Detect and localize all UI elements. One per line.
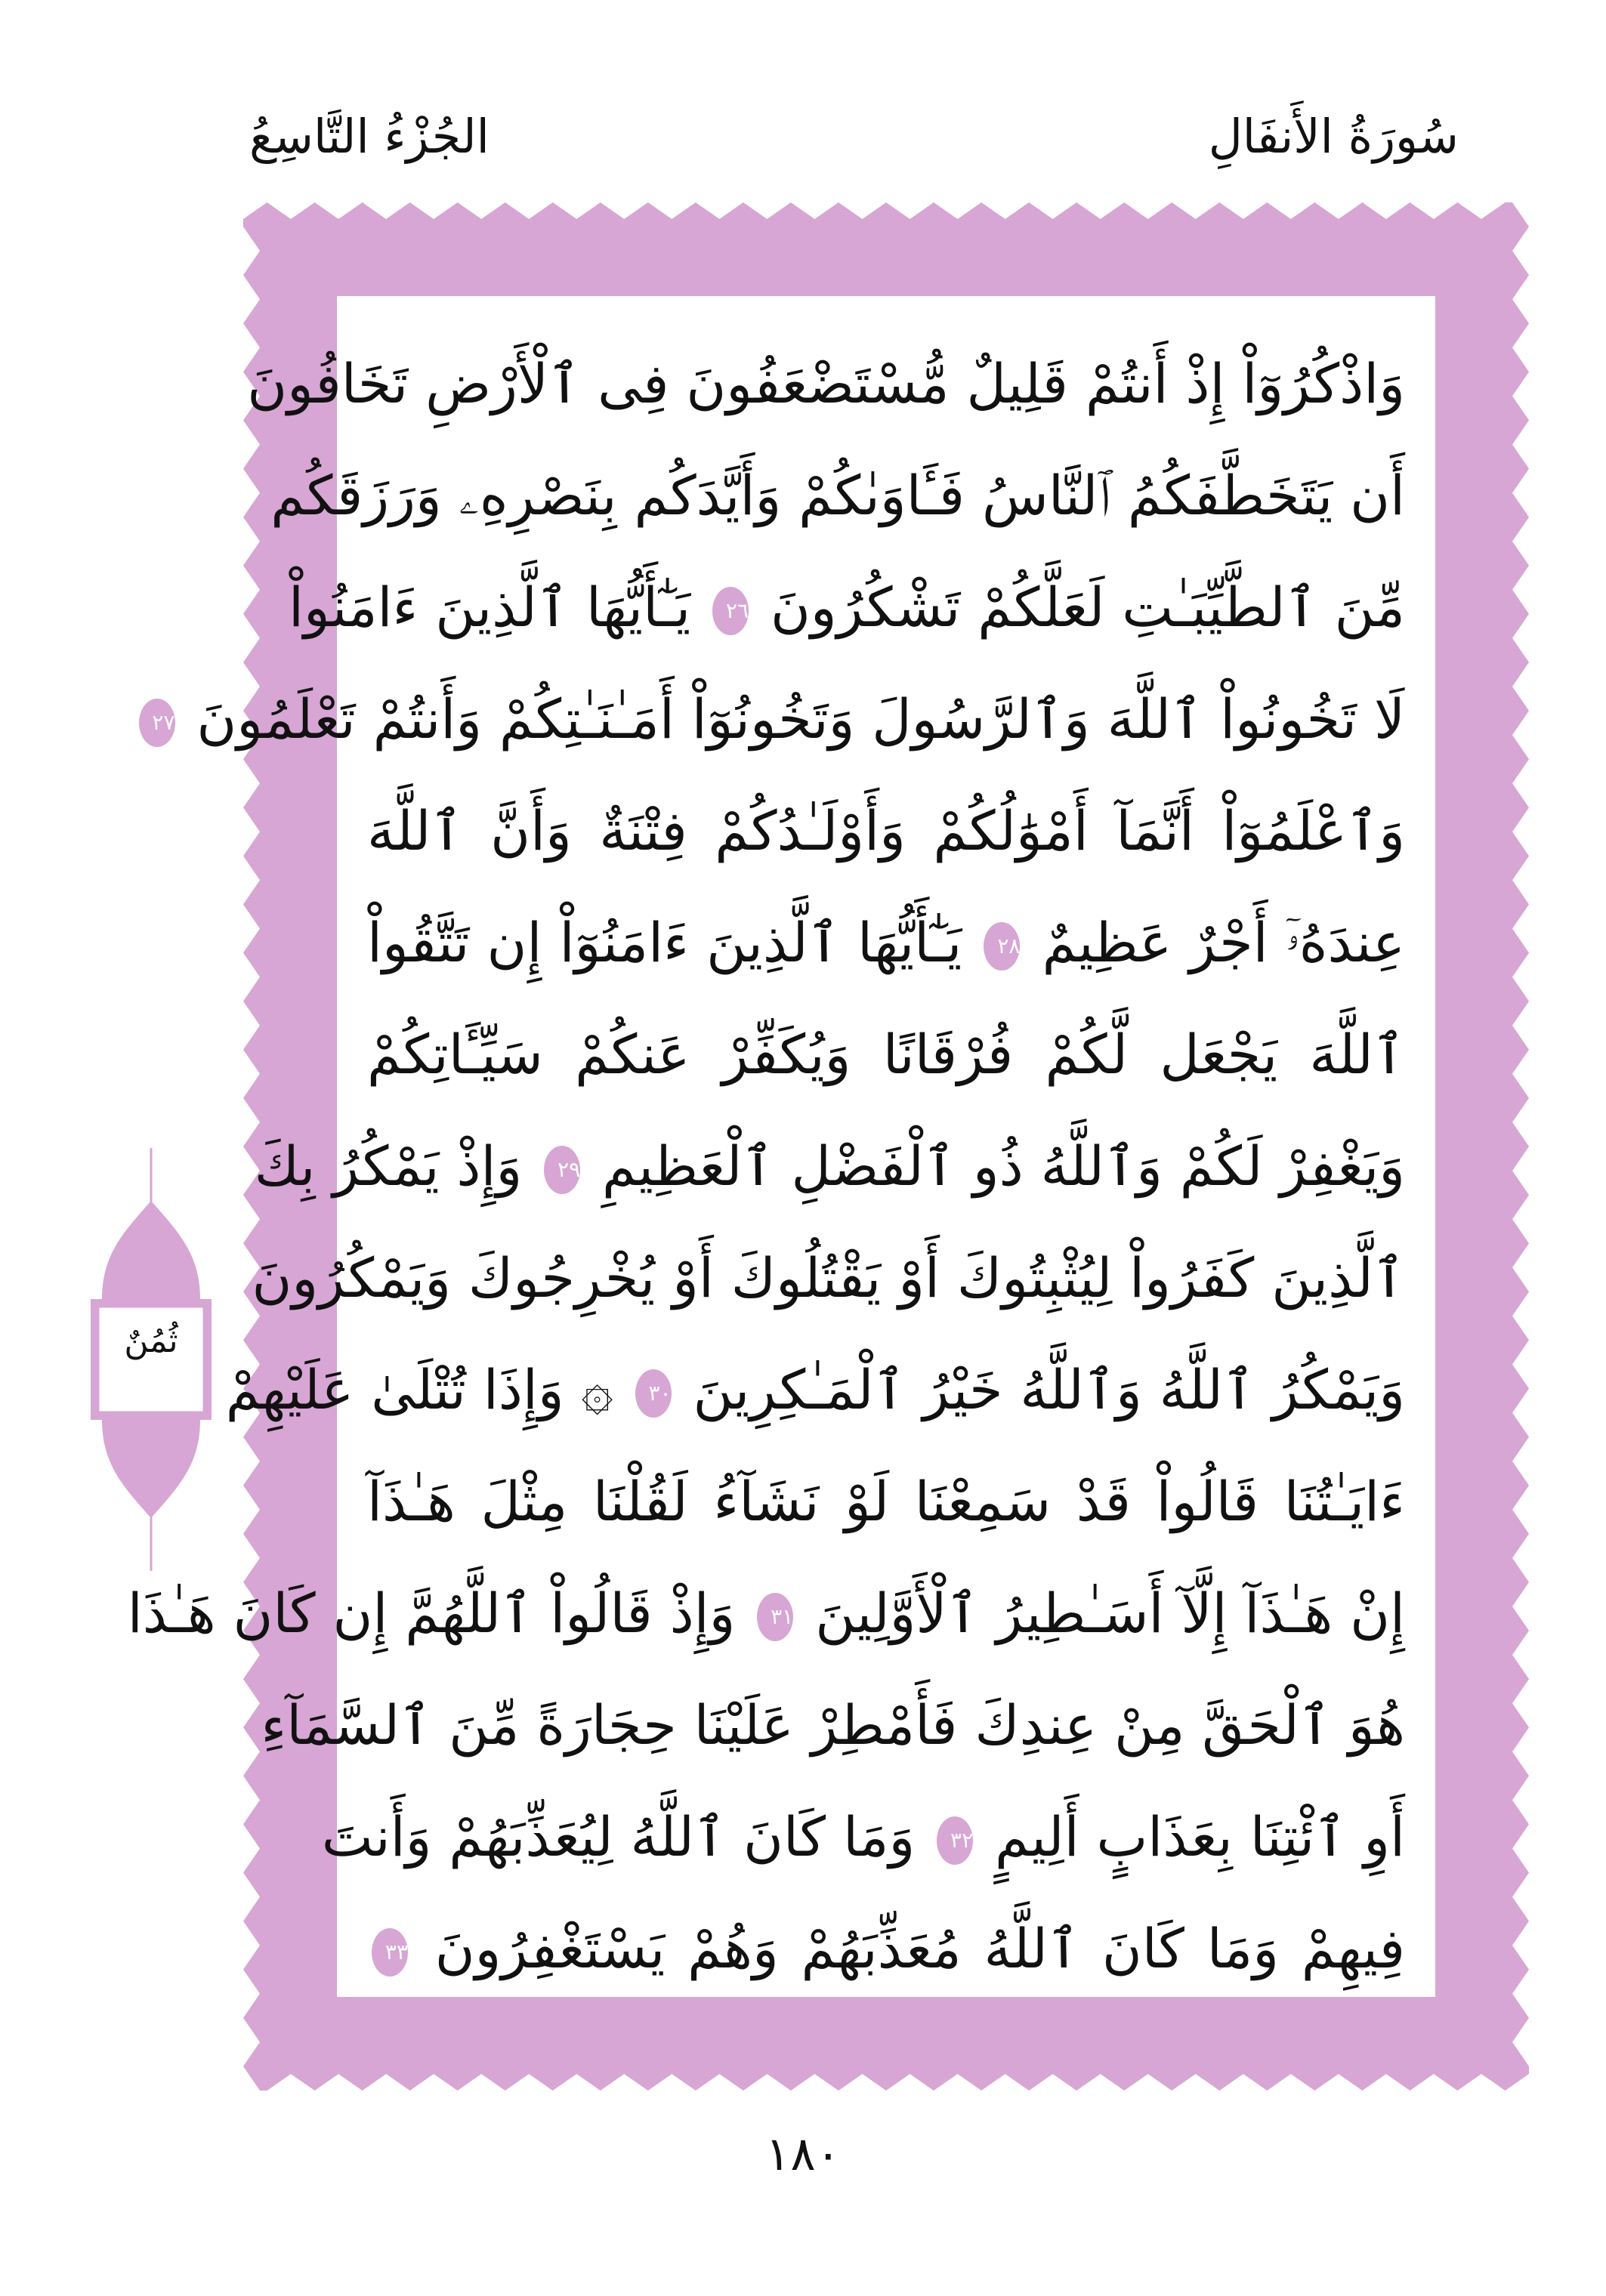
verse-text: وَٱعْلَمُوٓاْ أَنَّمَآ أَمْوَٰلُكُمْ وَأَوْلَـٰدُكُمْ فِتْنَةٌ وَأَنَّ ٱللَّهَ [367,799,1405,863]
text-line [254,1110,1405,1222]
text-line [367,887,1405,998]
ayah-number-marker: ٢٨ [984,922,1020,971]
text-line [270,440,1405,551]
verse-text: يَـٰٓأَيُّهَا ٱلَّذِينَ ءَامَنُوٓاْ إِن تَتَّقُواْ [367,911,962,974]
ayah-number-marker: ٢٦ [712,587,749,635]
page-number: ١٨٠ [765,2126,841,2181]
verse-text: ءَايَـٰتُنَا قَالُواْ قَدْ سَمِعْنَا لَوْ نَشَآءُ لَقُلْنَا مِثْلَ هَـٰذَآ [367,1470,1405,1533]
verse-text: وَيَمْكُرُ ٱللَّهُ وَٱللَّهُ خَيْرُ ٱلْمَـٰكِرِينَ [693,1358,1405,1421]
text-line [367,775,1405,887]
surah-name: سُورَةُ الأَنفَالِ [1208,109,1459,164]
ayah-number-marker: ٣٢ [937,1816,973,1865]
verse-text: وَإِذْ قَالُواْ ٱللَّهُمَّ إِن كَانَ هَـٰذَا [127,1582,736,1645]
verse-text: إِنْ هَـٰذَآ إِلَّآ أَسَـٰطِيرُ ٱلْأَوَّلِينَ [815,1582,1405,1645]
text-line [321,1781,1405,1893]
verse-text: ٱلَّذِينَ كَفَرُواْ لِيُثْبِتُوكَ أَوْ يَقْتُلُوكَ أَوْ يُخْرِجُوكَ وَيَمْكُرُونَ [252,1246,1405,1310]
text-line [289,551,1405,663]
juz-name: الجُزْءُ التَّاسِعُ [249,109,490,164]
verse-text: عِندَهُۥٓ أَجْرٌ عَظِيمٌ [1042,911,1405,974]
verse-text: هُوَ ٱلْحَقَّ مِنْ عِندِكَ فَأَمْطِرْ عَلَيْنَا حِجَارَةً مِّنَ ٱلسَّمَآءِ [261,1693,1405,1757]
ayah-number-marker: ٣٣ [372,1928,408,1977]
verse-text: لَا تَخُونُواْ ٱللَّهَ وَٱلرَّسُولَ وَتَخُونُوٓاْ أَمَـٰنَـٰتِكُمْ وَأَنتُمْ تَعْلَمُونَ [196,687,1405,751]
text-line [261,1669,1405,1781]
text-line [252,1222,1405,1334]
verse-text: ۞ وَإِذَا تُتْلَىٰ عَلَيْهِمْ [225,1358,613,1421]
text-line [127,1557,1405,1669]
hizb-marker [79,1148,223,1571]
ayah-number-marker: ٢٩ [544,1146,580,1194]
text-line [225,1334,1405,1446]
hizb-label: ثُمُنٌ [124,1322,178,1360]
verse-text: ٱللَّهَ يَجْعَل لَّكُمْ فُرْقَانًا وَيُكَفِّرْ عَنكُمْ سَيِّـَٔاتِكُمْ [367,1023,1405,1086]
ayah-number-marker: ٢٧ [139,699,175,747]
text-line [367,1446,1405,1557]
ayah-number-marker: ٣١ [757,1593,793,1641]
text-line [367,998,1405,1110]
text-line [367,1893,1405,2004]
verse-text: وَيَغْفِرْ لَكُمْ وَٱللَّهُ ذُو ٱلْفَضْلِ ٱلْعَظِيمِ [602,1134,1405,1198]
verse-text: يَـٰٓأَيُّهَا ٱلَّذِينَ ءَامَنُواْ [289,576,691,639]
verse-text: وَإِذْ يَمْكُرُ بِكَ [254,1134,523,1198]
verse-text: أَن يَتَخَطَّفَكُمُ ٱلنَّاسُ فَـَٔاوَىٰكُمْ وَأَيَّدَكُم بِنَصْرِهِۦ وَرَزَقَكُم [270,464,1405,527]
verse-text: وَمَا كَانَ ٱللَّهُ لِيُعَذِّبَهُمْ وَأَنتَ [321,1805,916,1869]
verse-text: فِيهِمْ وَمَا كَانَ ٱللَّهُ مُعَذِّبَهُمْ وَهُمْ يَسْتَغْفِرُونَ [434,1917,1405,1980]
text-line [152,663,1405,775]
ayah-number-marker: ٣٠ [635,1369,672,1418]
text-line [247,328,1405,440]
verse-text: أَوِ ٱئْتِنَا بِعَذَابٍ أَلِيمٍ [995,1805,1405,1869]
verse-text: وَاذْكُرُوٓاْ إِذْ أَنتُمْ قَلِيلٌ مُّسْتَضْعَفُونَ فِى ٱلْأَرْضِ تَخَافُونَ [247,352,1405,415]
verse-text: مِّنَ ٱلطَّيِّبَـٰتِ لَعَلَّكُمْ تَشْكُرُونَ [770,576,1405,639]
